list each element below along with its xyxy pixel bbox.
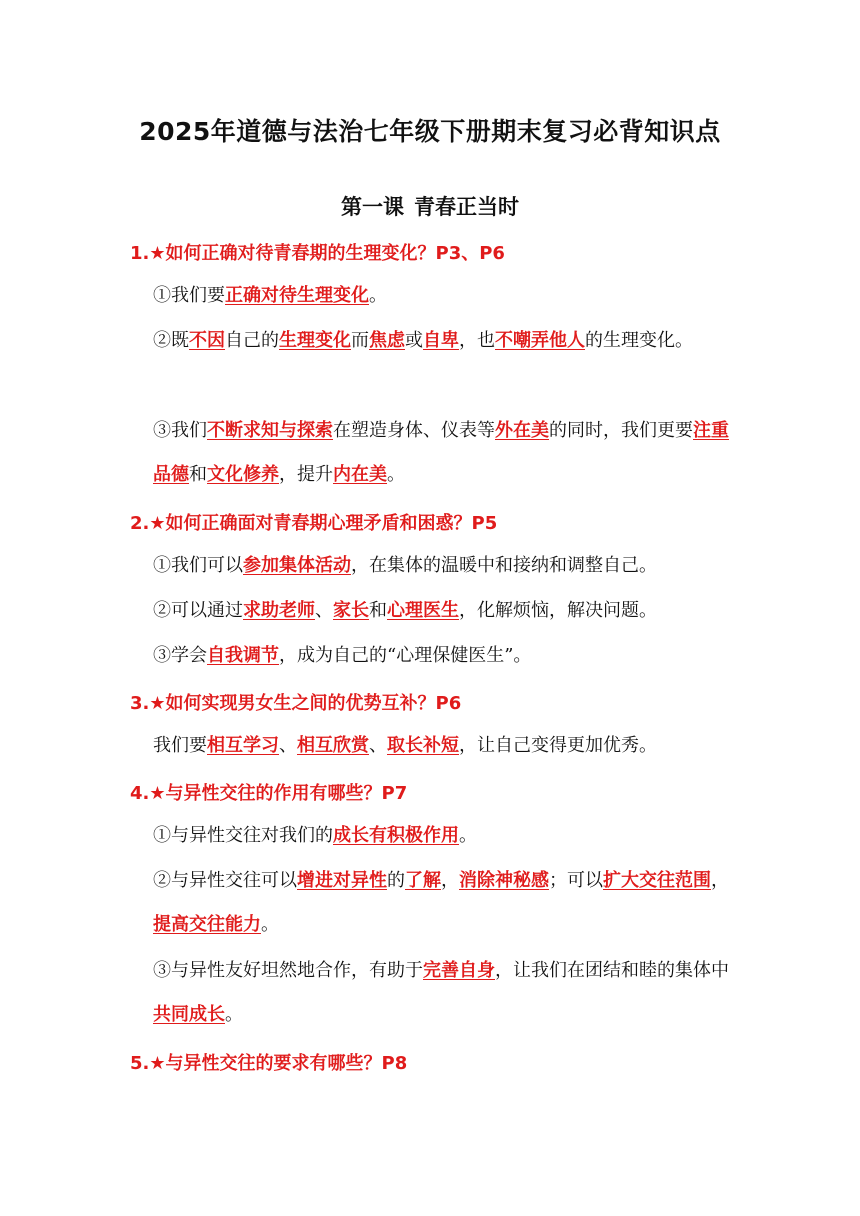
keyword-highlight: 完善自身 (423, 960, 495, 981)
text-segment: ，在集体的温暖中和接纳和调整自己。 (351, 555, 657, 576)
keyword-highlight: 求助老师 (243, 600, 315, 621)
text-segment: ， (711, 870, 729, 891)
keyword-highlight: 生理变化 (279, 330, 351, 351)
keyword-highlight: 家长 (333, 600, 369, 621)
lesson-heading (0, 191, 860, 221)
text-segment: 、 (315, 600, 333, 621)
text-segment: 而 (351, 330, 369, 351)
text-segment: ③学会 (153, 645, 207, 666)
keyword-highlight: 焦虑 (369, 330, 405, 351)
keyword-highlight: 不因 (189, 330, 225, 351)
lesson-name: 青春正当时 (414, 195, 519, 219)
text-segment: ，成为自己的“心理保健医生”。 (279, 645, 532, 666)
keyword-highlight: 正确对待生理变化 (225, 285, 369, 306)
text-segment: ；可以 (549, 870, 603, 891)
keyword-highlight: 增进对异性 (297, 870, 387, 891)
keyword-highlight: 消除神秘感 (459, 870, 549, 891)
answer-paragraph (153, 634, 733, 678)
keyword-highlight: 扩大交往范围 (603, 870, 711, 891)
answer-paragraph (153, 409, 733, 497)
text-segment: ②既 (153, 330, 189, 351)
answer-paragraph (153, 319, 733, 363)
answer-paragraph (153, 274, 733, 318)
text-segment: ，让自己变得更加优秀。 (459, 735, 657, 756)
keyword-highlight: 文化修养 (207, 464, 279, 485)
keyword-highlight: 了解 (405, 870, 441, 891)
answer-paragraph (153, 814, 733, 858)
keyword-highlight: 参加集体活动 (243, 555, 351, 576)
keyword-highlight: 不断求知与探索 (207, 420, 333, 441)
text-segment: 。 (369, 285, 387, 306)
text-segment: 、 (369, 735, 387, 756)
text-segment: ①我们要 (153, 285, 225, 306)
text-segment: ，提升 (279, 464, 333, 485)
question-heading: 4.★与异性交往的作用有哪些？P7 (130, 783, 408, 804)
text-segment: 。 (261, 914, 279, 935)
text-segment: ，也 (459, 330, 495, 351)
answer-paragraph (153, 589, 733, 633)
text-segment: ①我们可以 (153, 555, 243, 576)
text-segment: ③与异性友好坦然地合作，有助于 (153, 960, 423, 981)
keyword-highlight: 外在美 (495, 420, 549, 441)
text-segment: 。 (387, 464, 405, 485)
text-segment: 、 (279, 735, 297, 756)
text-segment: 。 (225, 1004, 243, 1025)
text-segment: 。 (459, 825, 477, 846)
text-segment: 自己的 (225, 330, 279, 351)
text-segment: ②与异性交往可以 (153, 870, 297, 891)
keyword-highlight: 成长有积极作用 (333, 825, 459, 846)
text-segment: 或 (405, 330, 423, 351)
question-heading: 2.★如何正确面对青春期心理矛盾和困惑？P5 (130, 513, 498, 534)
question-heading: 1.★如何正确对待青春期的生理变化？P3、P6 (130, 243, 505, 264)
keyword-highlight: 相互学习 (207, 735, 279, 756)
answer-paragraph (153, 859, 733, 947)
text-segment: ， (441, 870, 459, 891)
text-segment: ，让我们在团结和睦的集体中 (495, 960, 729, 981)
question-heading: 3.★如何实现男女生之间的优势互补？P6 (130, 693, 462, 714)
text-segment: ，化解烦恼，解决问题。 (459, 600, 657, 621)
text-segment: ①与异性交往对我们的 (153, 825, 333, 846)
text-segment: ③我们 (153, 420, 207, 441)
text-segment: 的 (387, 870, 405, 891)
keyword-highlight: 共同成长 (153, 1004, 225, 1025)
question-heading: 5.★与异性交往的要求有哪些？P8 (130, 1053, 408, 1074)
lesson-number: 第一课 (341, 195, 404, 219)
keyword-highlight: 自卑 (423, 330, 459, 351)
answer-paragraph (153, 949, 733, 1037)
text-segment: 我们要 (153, 735, 207, 756)
keyword-highlight: 心理医生 (387, 600, 459, 621)
keyword-highlight: 不嘲弄他人 (495, 330, 585, 351)
text-segment: 的生理变化。 (585, 330, 693, 351)
text-segment: 在塑造身体、仪表等 (333, 420, 495, 441)
keyword-highlight: 内在美 (333, 464, 387, 485)
keyword-highlight: 相互欣赏 (297, 735, 369, 756)
keyword-highlight: 取长补短 (387, 735, 459, 756)
keyword-highlight: 提高交往能力 (153, 914, 261, 935)
keyword-highlight: 注重品德 (153, 420, 729, 485)
keyword-highlight: 自我调节 (207, 645, 279, 666)
text-segment: 的同时，我们更要 (549, 420, 693, 441)
text-segment: 和 (189, 464, 207, 485)
document-title: 2025年道德与法治七年级下册期末复习必背知识点 (139, 117, 721, 146)
text-segment: 和 (369, 600, 387, 621)
answer-paragraph (153, 544, 733, 588)
text-segment: ②可以通过 (153, 600, 243, 621)
answer-paragraph (153, 724, 733, 768)
